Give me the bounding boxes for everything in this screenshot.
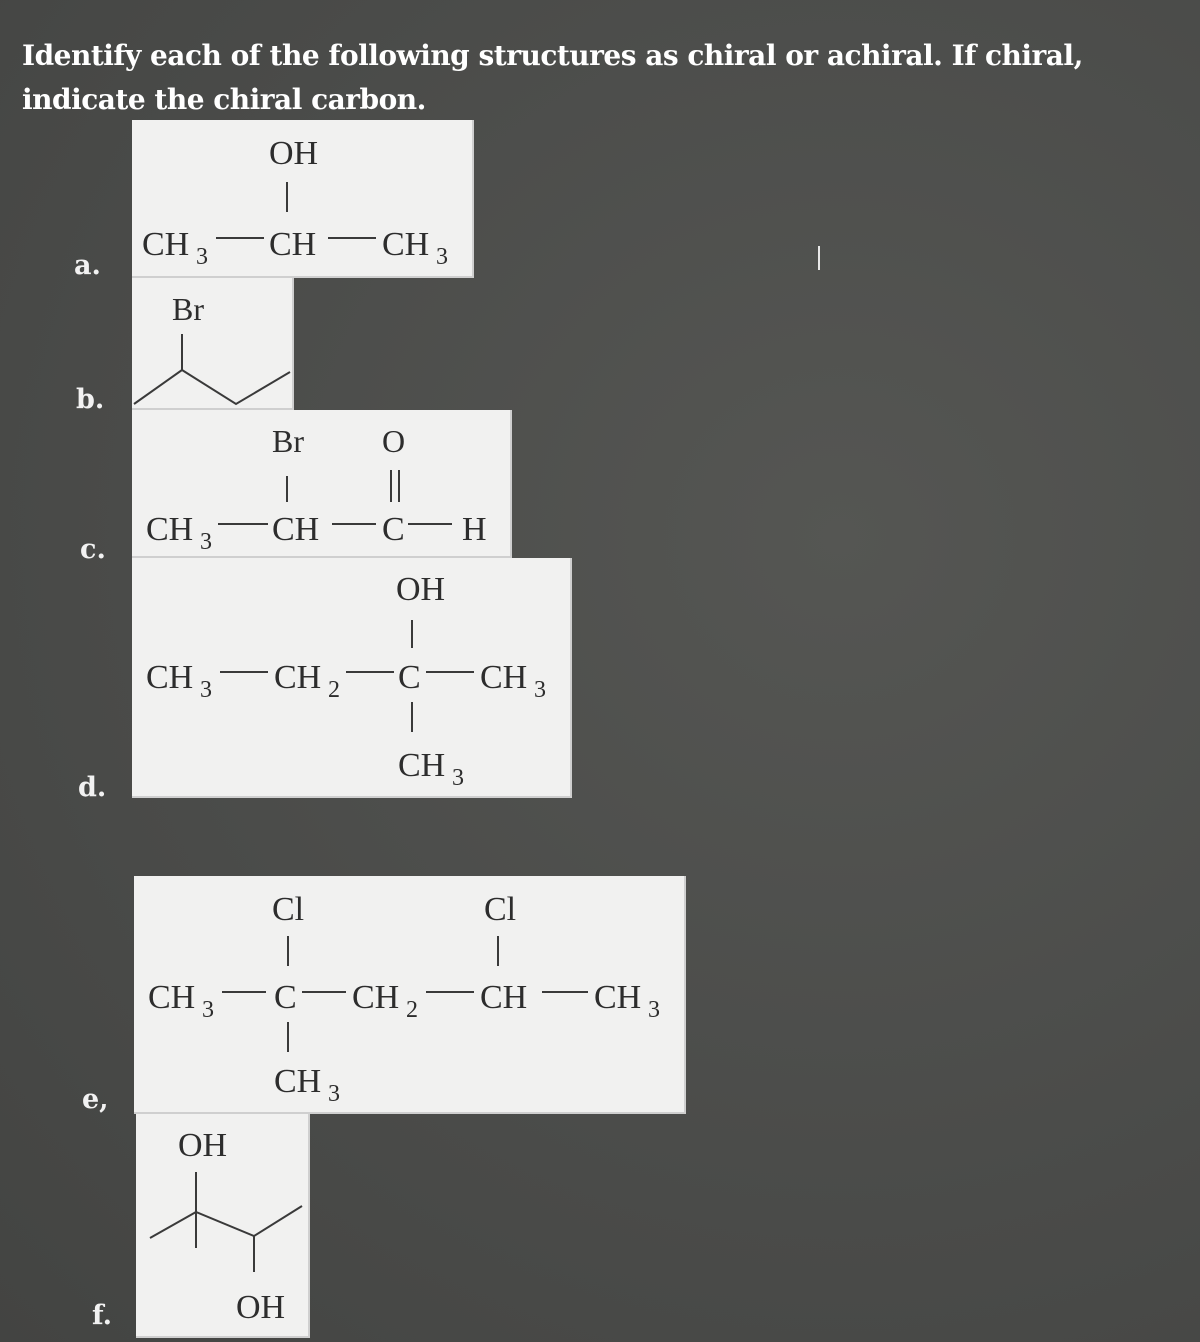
e-subscript-3-left: 3 bbox=[202, 997, 214, 1023]
e-subscript-2: 2 bbox=[406, 997, 418, 1023]
d-subscript-3-bottom: 3 bbox=[452, 765, 464, 791]
text-cursor bbox=[818, 246, 820, 270]
label-d: d. bbox=[78, 772, 107, 803]
d-ch3-bottom: CH bbox=[398, 747, 446, 784]
e-ch: CH bbox=[480, 979, 528, 1016]
d-subscript-3-right: 3 bbox=[534, 677, 546, 703]
e-ch2: CH bbox=[352, 979, 400, 1016]
a-ch3-right: CH bbox=[382, 226, 430, 263]
d-oh: OH bbox=[396, 571, 446, 608]
c-ch3: CH bbox=[146, 511, 194, 548]
structure-c bbox=[132, 410, 512, 558]
structure-b bbox=[132, 278, 294, 410]
d-center-c: C bbox=[398, 659, 421, 696]
f-skeleton bbox=[150, 1206, 302, 1238]
e-ch3-bottom: CH bbox=[274, 1063, 322, 1100]
label-e: e, bbox=[82, 1084, 109, 1115]
structure-f bbox=[136, 1114, 310, 1338]
e-quaternary-c: C bbox=[274, 979, 297, 1016]
f-oh-bottom: OH bbox=[236, 1289, 286, 1326]
structure-a bbox=[132, 120, 474, 278]
c-carbonyl-c: C bbox=[382, 511, 405, 548]
a-oh: OH bbox=[269, 135, 319, 172]
structure-d bbox=[132, 558, 572, 798]
d-ch2: CH bbox=[274, 659, 322, 696]
e-cl-1: Cl bbox=[272, 891, 305, 928]
b-br: Br bbox=[172, 291, 204, 327]
b-skeleton bbox=[134, 370, 290, 404]
a-ch-center: CH bbox=[269, 226, 317, 263]
question-text: Identify each of the following structures as chiral or achiral. If chiral, indicate the chiral carbon. bbox=[22, 39, 1083, 116]
label-a: a. bbox=[74, 250, 101, 281]
c-h: H bbox=[462, 511, 487, 548]
d-ch3-left: CH bbox=[146, 659, 194, 696]
c-ch: CH bbox=[272, 511, 320, 548]
c-o: O bbox=[382, 423, 406, 459]
e-subscript-3-bottom: 3 bbox=[328, 1081, 340, 1107]
d-ch3-right: CH bbox=[480, 659, 528, 696]
e-ch3-left: CH bbox=[148, 979, 196, 1016]
c-subscript-3: 3 bbox=[200, 529, 212, 555]
a-subscript-3-right: 3 bbox=[436, 244, 448, 270]
a-subscript-3-left: 3 bbox=[196, 244, 208, 270]
label-f: f. bbox=[92, 1300, 113, 1331]
label-b: b. bbox=[76, 384, 105, 415]
a-ch3-left: CH bbox=[142, 226, 190, 263]
d-subscript-3-left: 3 bbox=[200, 677, 212, 703]
f-oh-top: OH bbox=[178, 1127, 228, 1164]
e-subscript-3-right: 3 bbox=[648, 997, 660, 1023]
label-c: c. bbox=[80, 534, 106, 565]
c-br: Br bbox=[272, 423, 304, 459]
e-ch3-right: CH bbox=[594, 979, 642, 1016]
d-subscript-2: 2 bbox=[328, 677, 340, 703]
e-cl-2: Cl bbox=[484, 891, 517, 928]
structure-e bbox=[134, 876, 686, 1114]
